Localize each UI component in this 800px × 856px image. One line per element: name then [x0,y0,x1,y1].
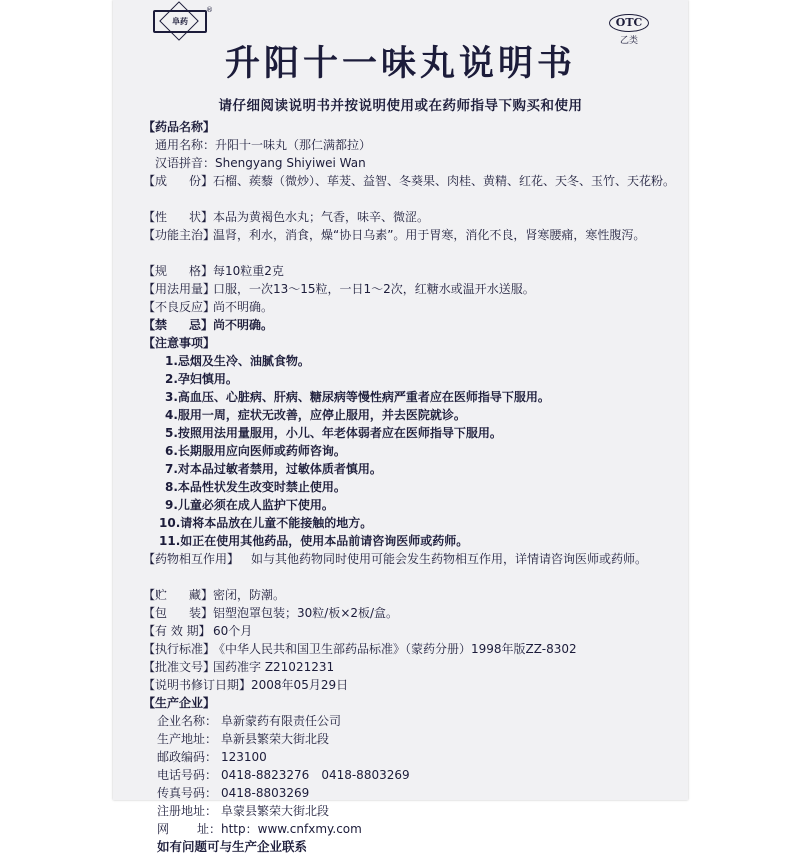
website-row: 网 址： http：www.cnfxmy.com [157,822,362,836]
precaution-item: 3.高血压、心脏病、肝病、糖尿病等慢性病严重者应在医师指导下服用。 [165,390,550,404]
precaution-item: 10.请将本品放在儿童不能接触的地方。 [159,516,373,530]
section-dosage [143,280,683,298]
production-address-row: 生产地址： 阜新县繁荣大街北段 [157,732,330,746]
manufacturer-heading: 【生产企业】 [143,696,216,710]
section-adverse-reactions [143,298,683,316]
manufacturer-details [143,712,683,838]
section-label: 【成 份】 [143,174,213,188]
section-value: 2008年05月29日 [251,678,349,692]
section-specification [143,262,683,280]
instruction-sheet [113,0,688,854]
section-value: 国药准字 Z21021231 [213,660,335,674]
section-value: 60个月 [213,624,253,638]
section-packaging [143,604,683,622]
section-drug-interactions [143,550,683,586]
phone-row: 电话号码： 0418-8823276 0418-8803269 [157,768,410,782]
otc-oval: OTC [609,14,649,32]
section-label: 【包 装】 [143,606,213,620]
logo-text: 阜药 [172,17,188,26]
section-character [143,208,683,226]
section-label: 【药物相互作用】 [143,552,240,566]
section-label: 【规 格】 [143,264,213,278]
section-value: 口服，一次13～15粒，一日1～2次，红糖水或温开水送服。 [213,282,535,296]
registered-address-row: 注册地址： 阜蒙县繁荣大街北段 [157,804,330,818]
precautions-heading: 【注意事项】 [143,336,216,350]
precaution-item: 5.按照用法用量服用，小儿、年老体弱者应在医师指导下服用。 [165,426,502,440]
section-revision-date [143,676,683,694]
section-value: 如与其他药物同时使用可能会发生药物相互作用，详情请咨询医师或药师。 [251,552,648,566]
section-value: 《中华人民共和国卫生部药品标准》（蒙药分册）1998年版ZZ-8302 [213,642,577,656]
common-name-row: 通用名称： 升阳十一味丸（那仁满都拉） [155,138,372,152]
section-value: 铝塑泡罩包装；30粒/板×2板/盒。 [213,606,399,620]
postal-code-row: 邮政编码： 123100 [157,750,267,764]
fax-row: 传真号码： 0418-8803269 [157,786,310,800]
section-standard [143,640,683,658]
section-value: 石榴、蒺藜（微炒）、荜茇、益智、冬葵果、肉桂、黄精、红花、天冬、玉竹、天花粉。 [213,174,676,188]
precaution-item: 9.儿童必须在成人监护下使用。 [165,498,334,512]
section-expiry [143,622,683,640]
section-label: 【禁 忌】 [143,318,213,332]
document-body [143,118,683,856]
precaution-item: 8.本品性状发生改变时禁止使用。 [165,480,346,494]
precaution-item: 6.长期服用应向医师或药师咨询。 [165,444,346,458]
pinyin-row: 汉语拼音： Shengyang Shiyiwei Wan [155,156,366,170]
section-value: 温肾，利水，消食，燥“协日乌素”。用于胃寒，消化不良，肾寒腰痛，寒性腹泻。 [213,228,646,242]
precaution-item: 2.孕妇慎用。 [165,372,238,386]
section-value: 尚不明确。 [213,318,274,332]
company-name-row: 企业名称： 阜新蒙药有限责任公司 [157,714,342,728]
section-ingredients [143,172,683,208]
brand-logo [153,6,213,33]
section-label: 【批准文号】 [143,660,216,674]
drug-name-heading: 【药品名称】 [143,120,216,134]
section-label: 【执行标准】 [143,642,216,656]
section-storage [143,586,683,604]
precaution-item: 1.忌烟及生冷、油腻食物。 [165,354,310,368]
registered-mark: ® [206,6,213,14]
section-value: 密闭，防潮。 [213,588,286,602]
precaution-item: 4.服用一周，症状无改善，应停止服用，并去医院就诊。 [165,408,466,422]
website-link: http：www.cnfxmy.com [221,822,362,836]
document-subtitle: 请仔细阅读说明书并按说明使用或在药师指导下购买和使用 [218,98,583,114]
section-indications [143,226,683,262]
section-approval-number [143,658,683,676]
section-label: 【不良反应】 [143,300,216,314]
section-value: 本品为黄褐色水丸；气香，味辛、微涩。 [213,210,430,224]
precaution-item: 11.如正在使用其他药品，使用本品前请咨询医师或药师。 [159,534,469,548]
section-label: 【有 效 期】 [143,624,211,638]
document-title: 升阳十一味丸说明书 [224,44,576,84]
section-label: 【贮 藏】 [143,588,213,602]
section-label: 【性 状】 [143,210,213,224]
contact-footer: 如有问题可与生产企业联系 [157,839,308,854]
section-label: 【功能主治】 [143,228,216,242]
section-value: 尚不明确。 [213,300,274,314]
section-label: 【用法用量】 [143,282,216,296]
section-contraindications [143,316,683,334]
precaution-item: 7.对本品过敏者禁用，过敏体质者慎用。 [165,462,382,476]
section-value: 每10粒重2克 [213,264,284,278]
section-label: 【说明书修订日期】 [143,678,252,692]
otc-class: 乙类 [619,36,638,46]
